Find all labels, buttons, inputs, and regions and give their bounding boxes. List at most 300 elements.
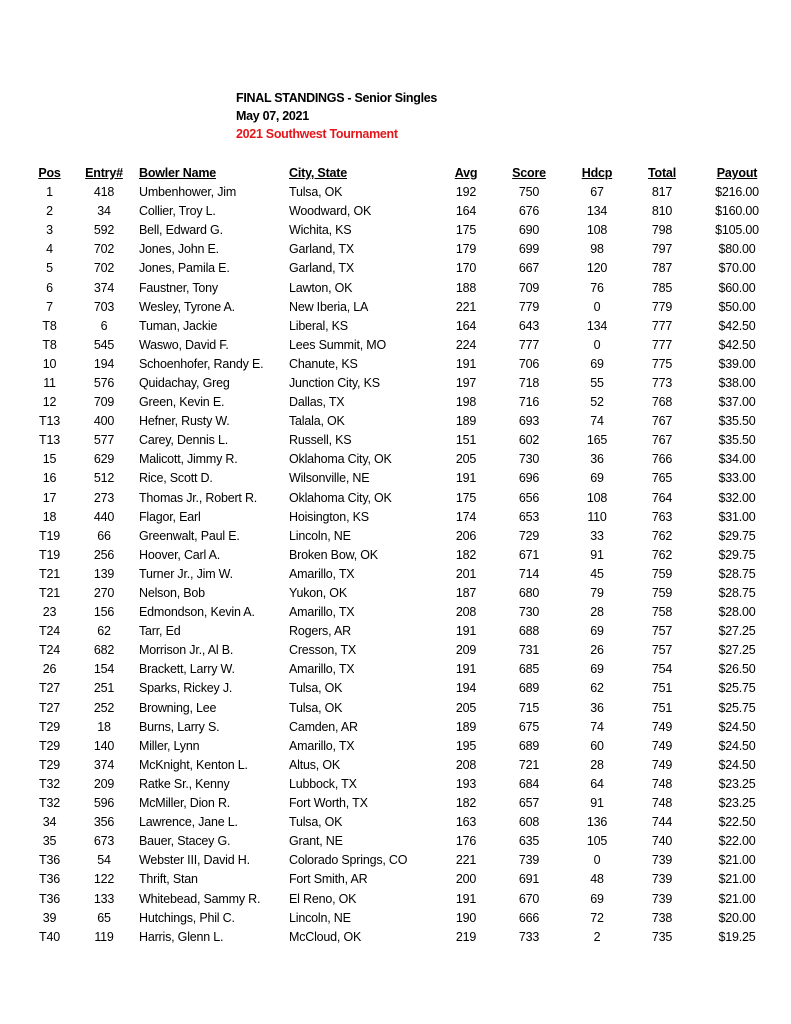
cell-avg: 192	[455, 185, 477, 200]
cell-payout: $35.50	[718, 414, 756, 429]
cell-score: 779	[518, 299, 540, 314]
column-header-score: Score	[512, 166, 546, 180]
cell-entry: 139	[93, 566, 115, 581]
cell-hdcp: 74	[590, 719, 604, 734]
cell-payout: $21.00	[718, 891, 756, 906]
cell-city-state: Tulsa, OK	[289, 700, 343, 715]
cell-avg: 206	[455, 528, 477, 543]
table-row	[28, 221, 781, 240]
cell-avg: 208	[455, 757, 477, 772]
table-row	[28, 355, 781, 374]
cell-hdcp: 136	[586, 815, 608, 830]
cell-payout: $34.00	[718, 452, 756, 467]
cell-city-state: Liberal, KS	[289, 318, 348, 333]
cell-city-state: Colorado Springs, CO	[289, 853, 408, 868]
cell-entry: 374	[93, 757, 115, 772]
cell-entry: 545	[93, 337, 115, 352]
cell-payout: $28.75	[718, 586, 756, 601]
cell-payout: $24.50	[718, 757, 756, 772]
cell-pos: T29	[39, 757, 60, 772]
cell-score: 733	[518, 929, 540, 944]
cell-avg: 176	[455, 834, 477, 849]
column-header-hdcp: Hdcp	[581, 166, 613, 180]
cell-avg: 191	[455, 624, 477, 639]
cell-entry: 140	[93, 738, 115, 753]
cell-city-state: Woodward, OK	[289, 204, 372, 219]
cell-bowler-name: McKnight, Kenton L.	[139, 757, 248, 772]
column-header-total: Total	[648, 166, 676, 180]
cell-hdcp: 33	[590, 528, 604, 543]
table-row	[28, 336, 781, 355]
cell-pos: T13	[39, 433, 60, 448]
cell-bowler-name: Waswo, David F.	[139, 337, 229, 352]
table-row	[28, 278, 781, 297]
cell-score: 730	[518, 452, 540, 467]
cell-pos: T13	[39, 414, 60, 429]
cell-city-state: Broken Bow, OK	[289, 547, 378, 562]
cell-hdcp: 36	[590, 452, 604, 467]
cell-avg: 198	[455, 395, 477, 410]
cell-pos: T29	[39, 719, 60, 734]
cell-pos: T24	[39, 624, 60, 639]
cell-city-state: Lincoln, NE	[289, 910, 351, 925]
cell-avg: 193	[455, 776, 477, 791]
cell-payout: $23.25	[718, 796, 756, 811]
cell-city-state: Tulsa, OK	[289, 681, 343, 696]
cell-pos: 23	[42, 605, 57, 620]
cell-avg: 208	[455, 605, 477, 620]
cell-score: 653	[518, 509, 540, 524]
cell-total: 749	[651, 757, 673, 772]
cell-hdcp: 64	[590, 776, 604, 791]
column-header-entry: Entry#	[85, 166, 123, 180]
cell-score: 709	[518, 280, 540, 295]
cell-bowler-name: Greenwalt, Paul E.	[139, 528, 240, 543]
cell-total: 775	[651, 356, 673, 371]
cell-avg: 219	[455, 929, 477, 944]
cell-total: 767	[651, 433, 673, 448]
table-row	[28, 431, 781, 450]
table-row	[28, 775, 781, 794]
cell-hdcp: 48	[590, 872, 604, 887]
cell-city-state: Junction City, KS	[289, 375, 380, 390]
cell-hdcp: 105	[586, 834, 608, 849]
cell-bowler-name: Edmondson, Kevin A.	[139, 605, 255, 620]
cell-hdcp: 62	[590, 681, 604, 696]
cell-payout: $60.00	[718, 280, 756, 295]
table-row	[28, 603, 781, 622]
cell-avg: 189	[455, 414, 477, 429]
cell-total: 773	[651, 375, 673, 390]
cell-payout: $23.25	[718, 776, 756, 791]
cell-payout: $28.75	[718, 566, 756, 581]
cell-hdcp: 72	[590, 910, 604, 925]
cell-avg: 174	[455, 509, 477, 524]
cell-city-state: El Reno, OK	[289, 891, 357, 906]
table-row	[28, 469, 781, 488]
cell-payout: $35.50	[718, 433, 756, 448]
cell-bowler-name: Thrift, Stan	[139, 872, 198, 887]
cell-pos: 6	[46, 280, 53, 295]
cell-city-state: Amarillo, TX	[289, 662, 355, 677]
cell-score: 691	[518, 872, 540, 887]
cell-bowler-name: Carey, Dennis L.	[139, 433, 228, 448]
cell-city-state: Yukon, OK	[289, 586, 347, 601]
cell-payout: $33.00	[718, 471, 756, 486]
cell-payout: $31.00	[718, 509, 756, 524]
cell-payout: $24.50	[718, 719, 756, 734]
cell-hdcp: 69	[590, 471, 604, 486]
cell-entry: 673	[93, 834, 115, 849]
cell-bowler-name: Webster III, David H.	[139, 853, 250, 868]
cell-total: 777	[651, 337, 673, 352]
cell-bowler-name: Turner Jr., Jim W.	[139, 566, 233, 581]
cell-bowler-name: Quidachay, Greg	[139, 375, 230, 390]
cell-pos: T40	[39, 929, 60, 944]
cell-city-state: Oklahoma City, OK	[289, 452, 392, 467]
cell-avg: 190	[455, 910, 477, 925]
cell-pos: 7	[46, 299, 53, 314]
cell-payout: $216.00	[715, 185, 759, 200]
cell-payout: $42.50	[718, 337, 756, 352]
cell-total: 810	[651, 204, 673, 219]
cell-total: 764	[651, 490, 673, 505]
cell-city-state: Lees Summit, MO	[289, 337, 387, 352]
cell-hdcp: 134	[586, 204, 608, 219]
cell-avg: 170	[455, 261, 477, 276]
cell-avg: 187	[455, 586, 477, 601]
cell-city-state: Wichita, KS	[289, 223, 352, 238]
standings-table	[28, 164, 781, 947]
cell-entry: 440	[93, 509, 115, 524]
cell-pos: 35	[42, 834, 57, 849]
cell-total: 777	[651, 318, 673, 333]
table-header-row	[28, 164, 781, 183]
cell-entry: 252	[93, 700, 115, 715]
cell-city-state: Oklahoma City, OK	[289, 490, 392, 505]
cell-pos: T21	[39, 566, 60, 581]
cell-entry: 34	[97, 204, 111, 219]
cell-total: 740	[651, 834, 673, 849]
cell-payout: $27.25	[718, 624, 756, 639]
column-header-payout: Payout	[716, 166, 758, 180]
cell-payout: $21.00	[718, 853, 756, 868]
cell-pos: 1	[46, 185, 53, 200]
table-row	[28, 393, 781, 412]
cell-score: 680	[518, 586, 540, 601]
cell-total: 759	[651, 566, 673, 581]
cell-entry: 62	[97, 624, 111, 639]
cell-entry: 577	[93, 433, 115, 448]
cell-pos: 17	[42, 490, 57, 505]
cell-bowler-name: Browning, Lee	[139, 700, 217, 715]
table-row	[28, 489, 781, 508]
cell-score: 684	[518, 776, 540, 791]
cell-payout: $25.75	[718, 700, 756, 715]
tournament-date: May 07, 2021	[236, 109, 309, 123]
cell-pos: T36	[39, 853, 60, 868]
cell-hdcp: 2	[593, 929, 601, 944]
column-header-avg: Avg	[454, 166, 478, 180]
cell-city-state: Camden, AR	[289, 719, 358, 734]
cell-avg: 188	[455, 280, 477, 295]
cell-entry: 596	[93, 796, 115, 811]
cell-entry: 65	[97, 910, 111, 925]
cell-bowler-name: Wesley, Tyrone A.	[139, 299, 235, 314]
cell-avg: 194	[455, 681, 477, 696]
cell-hdcp: 45	[590, 566, 604, 581]
cell-total: 738	[651, 910, 673, 925]
cell-avg: 163	[455, 815, 477, 830]
cell-total: 748	[651, 796, 673, 811]
cell-payout: $27.25	[718, 643, 756, 658]
cell-payout: $28.00	[718, 605, 756, 620]
cell-entry: 273	[93, 490, 115, 505]
cell-total: 763	[651, 509, 673, 524]
cell-city-state: Garland, TX	[289, 261, 354, 276]
cell-payout: $21.00	[718, 872, 756, 887]
cell-pos: T8	[42, 318, 57, 333]
table-row	[28, 317, 781, 336]
cell-city-state: Altus, OK	[289, 757, 340, 772]
cell-total: 739	[651, 853, 673, 868]
cell-city-state: Tulsa, OK	[289, 185, 343, 200]
cell-entry: 709	[93, 395, 115, 410]
cell-score: 657	[518, 796, 540, 811]
cell-bowler-name: Lawrence, Jane L.	[139, 815, 238, 830]
column-header-pos: Pos	[38, 166, 61, 180]
cell-score: 706	[518, 356, 540, 371]
cell-score: 693	[518, 414, 540, 429]
cell-score: 666	[518, 910, 540, 925]
cell-entry: 592	[93, 223, 115, 238]
cell-pos: 34	[42, 815, 57, 830]
cell-score: 675	[518, 719, 540, 734]
cell-city-state: Tulsa, OK	[289, 815, 343, 830]
cell-avg: 224	[455, 337, 477, 352]
cell-entry: 702	[93, 242, 115, 257]
cell-city-state: Chanute, KS	[289, 356, 358, 371]
cell-hdcp: 0	[593, 299, 601, 314]
cell-total: 754	[651, 662, 673, 677]
table-row	[28, 718, 781, 737]
cell-hdcp: 91	[590, 547, 604, 562]
cell-bowler-name: Green, Kevin E.	[139, 395, 225, 410]
cell-score: 699	[518, 242, 540, 257]
cell-payout: $50.00	[718, 299, 756, 314]
cell-bowler-name: Malicott, Jimmy R.	[139, 452, 238, 467]
cell-pos: T27	[39, 700, 60, 715]
cell-total: 765	[651, 471, 673, 486]
table-row	[28, 870, 781, 889]
cell-hdcp: 69	[590, 891, 604, 906]
cell-total: 749	[651, 719, 673, 734]
cell-total: 766	[651, 452, 673, 467]
cell-entry: 133	[93, 891, 115, 906]
cell-score: 643	[518, 318, 540, 333]
table-row	[28, 699, 781, 718]
cell-total: 798	[651, 223, 673, 238]
cell-score: 676	[518, 204, 540, 219]
cell-pos: T24	[39, 643, 60, 658]
table-row	[28, 450, 781, 469]
cell-bowler-name: Ratke Sr., Kenny	[139, 776, 230, 791]
table-row	[28, 737, 781, 756]
cell-avg: 182	[455, 796, 477, 811]
cell-hdcp: 55	[590, 375, 604, 390]
cell-hdcp: 108	[586, 223, 608, 238]
cell-hdcp: 26	[590, 643, 604, 658]
cell-payout: $39.00	[718, 356, 756, 371]
cell-hdcp: 36	[590, 700, 604, 715]
table-row	[28, 374, 781, 393]
cell-bowler-name: Whitebead, Sammy R.	[139, 891, 261, 906]
cell-score: 739	[518, 853, 540, 868]
cell-pos: 26	[42, 662, 57, 677]
cell-avg: 151	[455, 433, 477, 448]
cell-payout: $160.00	[715, 204, 759, 219]
cell-score: 656	[518, 490, 540, 505]
cell-total: 779	[651, 299, 673, 314]
cell-hdcp: 60	[590, 738, 604, 753]
cell-bowler-name: Bauer, Stacey G.	[139, 834, 231, 849]
cell-city-state: New Iberia, LA	[289, 299, 369, 314]
cell-bowler-name: Collier, Troy L.	[139, 204, 216, 219]
cell-pos: T32	[39, 776, 60, 791]
cell-city-state: Amarillo, TX	[289, 566, 355, 581]
cell-payout: $42.50	[718, 318, 756, 333]
table-row	[28, 183, 781, 202]
cell-city-state: Fort Smith, AR	[289, 872, 368, 887]
cell-bowler-name: Schoenhofer, Randy E.	[139, 356, 264, 371]
cell-total: 757	[651, 643, 673, 658]
table-row	[28, 527, 781, 546]
cell-avg: 205	[455, 700, 477, 715]
cell-pos: 5	[46, 261, 53, 276]
cell-pos: 18	[42, 509, 57, 524]
cell-bowler-name: Rice, Scott D.	[139, 471, 213, 486]
cell-bowler-name: Burns, Larry S.	[139, 719, 220, 734]
cell-bowler-name: Tarr, Ed	[139, 624, 181, 639]
cell-total: 762	[651, 528, 673, 543]
cell-city-state: Fort Worth, TX	[289, 796, 368, 811]
cell-avg: 175	[455, 490, 477, 505]
cell-avg: 189	[455, 719, 477, 734]
cell-entry: 256	[93, 547, 115, 562]
cell-bowler-name: Faustner, Tony	[139, 280, 218, 295]
cell-entry: 356	[93, 815, 115, 830]
cell-score: 608	[518, 815, 540, 830]
cell-payout: $38.00	[718, 375, 756, 390]
cell-avg: 179	[455, 242, 477, 257]
cell-payout: $26.50	[718, 662, 756, 677]
cell-hdcp: 0	[593, 853, 601, 868]
cell-bowler-name: Hutchings, Phil C.	[139, 910, 235, 925]
cell-bowler-name: Umbenhower, Jim	[139, 185, 237, 200]
cell-total: 767	[651, 414, 673, 429]
cell-pos: T8	[42, 337, 57, 352]
cell-pos: 2	[46, 204, 53, 219]
cell-entry: 629	[93, 452, 115, 467]
cell-hdcp: 67	[590, 185, 604, 200]
cell-score: 689	[518, 738, 540, 753]
cell-hdcp: 69	[590, 356, 604, 371]
cell-pos: T19	[39, 547, 60, 562]
cell-hdcp: 52	[590, 395, 604, 410]
cell-total: 787	[651, 261, 673, 276]
table-row	[28, 889, 781, 908]
cell-entry: 512	[93, 471, 115, 486]
cell-entry: 270	[93, 586, 115, 601]
cell-total: 739	[651, 872, 673, 887]
cell-total: 759	[651, 586, 673, 601]
cell-score: 714	[518, 566, 540, 581]
table-row	[28, 508, 781, 527]
cell-total: 757	[651, 624, 673, 639]
cell-pos: 10	[42, 356, 57, 371]
cell-bowler-name: Tuman, Jackie	[139, 318, 218, 333]
cell-bowler-name: Jones, Pamila E.	[139, 261, 230, 276]
cell-pos: 12	[42, 395, 57, 410]
table-row	[28, 679, 781, 698]
table-row	[28, 756, 781, 775]
cell-avg: 197	[455, 375, 477, 390]
cell-total: 768	[651, 395, 673, 410]
cell-bowler-name: Harris, Glenn L.	[139, 929, 224, 944]
cell-avg: 175	[455, 223, 477, 238]
cell-payout: $22.50	[718, 815, 756, 830]
cell-score: 730	[518, 605, 540, 620]
cell-hdcp: 69	[590, 662, 604, 677]
cell-total: 739	[651, 891, 673, 906]
cell-city-state: Dallas, TX	[289, 395, 345, 410]
table-row	[28, 565, 781, 584]
cell-payout: $105.00	[715, 223, 759, 238]
cell-city-state: Amarillo, TX	[289, 605, 355, 620]
cell-pos: T19	[39, 528, 60, 543]
cell-hdcp: 0	[593, 337, 601, 352]
cell-hdcp: 134	[586, 318, 608, 333]
cell-payout: $70.00	[718, 261, 756, 276]
cell-avg: 221	[455, 853, 477, 868]
cell-total: 817	[651, 185, 673, 200]
table-row	[28, 259, 781, 278]
cell-hdcp: 165	[586, 433, 608, 448]
document-header	[236, 89, 437, 143]
cell-total: 758	[651, 605, 673, 620]
table-row	[28, 240, 781, 259]
cell-entry: 702	[93, 261, 115, 276]
cell-avg: 191	[455, 662, 477, 677]
cell-city-state: Lawton, OK	[289, 280, 353, 295]
cell-city-state: Cresson, TX	[289, 643, 357, 658]
cell-avg: 191	[455, 891, 477, 906]
cell-score: 688	[518, 624, 540, 639]
cell-avg: 164	[455, 318, 477, 333]
cell-entry: 374	[93, 280, 115, 295]
cell-entry: 66	[97, 528, 111, 543]
cell-bowler-name: Brackett, Larry W.	[139, 662, 235, 677]
table-row	[28, 202, 781, 221]
cell-city-state: Grant, NE	[289, 834, 343, 849]
cell-avg: 221	[455, 299, 477, 314]
cell-bowler-name: Thomas Jr., Robert R.	[139, 490, 258, 505]
cell-score: 729	[518, 528, 540, 543]
cell-city-state: McCloud, OK	[289, 929, 362, 944]
cell-hdcp: 79	[590, 586, 604, 601]
cell-city-state: Russell, KS	[289, 433, 352, 448]
cell-entry: 154	[93, 662, 115, 677]
